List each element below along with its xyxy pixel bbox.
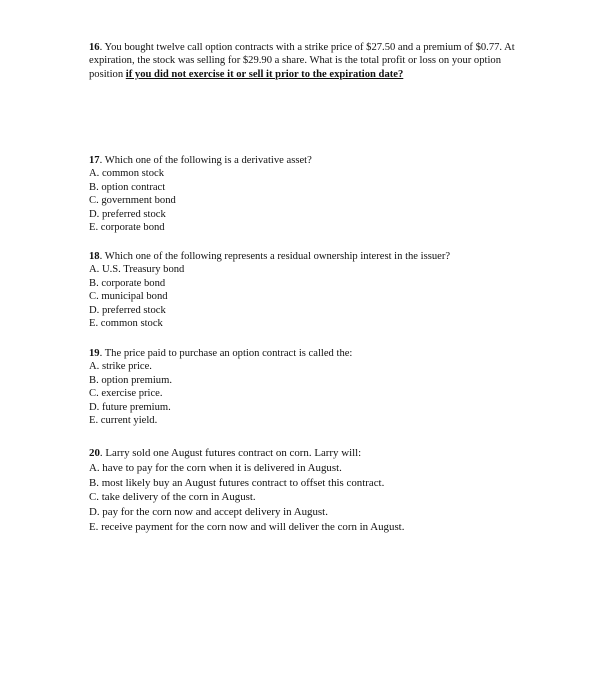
question-19-option-a: A. strike price.	[89, 361, 152, 373]
question-20-number: 20	[89, 447, 100, 459]
question-20-option-e: E. receive payment for the corn now and will deliver the corn in August.	[89, 520, 405, 533]
question-19	[89, 347, 519, 427]
question-17-option-a: A. common stock	[89, 168, 165, 180]
question-17-option-e: E. corporate bond	[89, 222, 165, 234]
question-20-option-d: D. pay for the corn now and accept delivery in August.	[89, 506, 328, 519]
question-18-option-b: B. corporate bond	[89, 277, 166, 289]
question-20	[89, 446, 519, 535]
question-19-option-e: E. current yield.	[89, 415, 158, 427]
question-17-number: 17	[89, 155, 100, 166]
question-19-option-c: C. exercise price.	[89, 388, 163, 400]
question-18-option-c: C. municipal bond	[89, 291, 168, 303]
question-20-text: . Larry sold one August futures contract on corn. Larry will:	[99, 447, 362, 459]
question-17-option-d: D. preferred stock	[89, 208, 166, 220]
question-16-text: . You bought twelve call option contracts with a strike price of $27.50 and a premium of $0.77. At expiration, the stock was selling for $29.90 a share. What is the total profit or loss on your option position	[89, 42, 515, 80]
question-19-number: 19	[89, 348, 100, 359]
question-18-text: . Which one of the following represents a residual ownership interest in the issuer?	[99, 251, 451, 262]
question-16-number: 16	[89, 42, 100, 53]
question-20-option-a: A. have to pay for the corn when it is delivered in August.	[89, 461, 342, 474]
question-17-stem	[89, 154, 519, 167]
question-20-stem	[89, 446, 519, 461]
question-19-text: . The price paid to purchase an option contract is called the:	[99, 348, 353, 359]
question-17-option-c: C. government bond	[89, 195, 176, 207]
question-18-option-e: E. common stock	[89, 318, 163, 330]
question-18-option-d: D. preferred stock	[89, 304, 166, 316]
question-18	[89, 250, 519, 330]
question-16-emphasis: if you did not exercise it or sell it prior to the expiration date?	[125, 68, 404, 80]
question-19-option-b: B. option premium.	[89, 374, 172, 386]
question-18-option-a: A. U.S. Treasury bond	[89, 264, 185, 276]
question-17	[89, 154, 519, 234]
question-16	[89, 41, 519, 81]
question-18-number: 18	[89, 251, 100, 262]
question-20-option-c: C. take delivery of the corn in August.	[89, 491, 256, 504]
question-19-option-d: D. future premium.	[89, 401, 171, 413]
question-16-stem	[89, 41, 519, 81]
question-20-option-b: B. most likely buy an August futures contract to offset this contract.	[89, 476, 385, 489]
question-18-stem	[89, 250, 519, 263]
question-17-text: . Which one of the following is a derivative asset?	[99, 155, 312, 166]
question-17-option-b: B. option contract	[89, 181, 166, 193]
question-19-stem	[89, 347, 519, 360]
